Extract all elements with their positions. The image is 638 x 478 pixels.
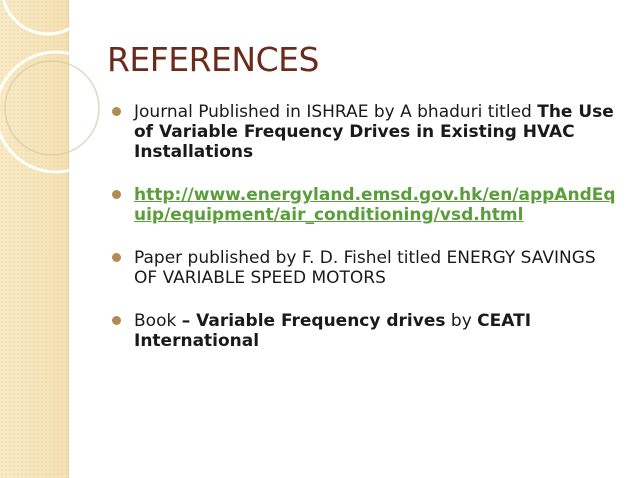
reference-link[interactable]: http://www.energyland.emsd.gov.hk/en/appAndEquip/equipment/air_conditioning/vsd.html [134, 185, 616, 225]
reference-prefix: Journal Published in ISHRAE by A bhaduri titled [134, 102, 538, 122]
bullet-icon [112, 253, 121, 262]
slide-title: REFERENCES [107, 40, 319, 79]
reference-item-paper [112, 248, 620, 288]
reference-list [112, 102, 620, 374]
reference-publisher-bold: CEATI International [134, 311, 532, 351]
reference-title-bold: The Use of Variable Frequency Drives in Existing HVAC Installations [134, 102, 614, 162]
bullet-icon [112, 107, 121, 116]
left-decorative-band [0, 0, 69, 478]
reference-item-link [112, 185, 620, 225]
bullet-icon [112, 190, 121, 199]
bullet-icon [112, 316, 121, 325]
reference-middle: by [445, 311, 478, 331]
reference-item-book [112, 311, 620, 351]
reference-item-journal [112, 102, 620, 162]
reference-book-title-bold: – Variable Frequency drives [181, 311, 446, 331]
reference-text: Paper published by F. D. Fishel titled ENERGY SAVINGS OF VARIABLE SPEED MOTORS [134, 248, 596, 288]
reference-prefix: Book [134, 311, 182, 331]
